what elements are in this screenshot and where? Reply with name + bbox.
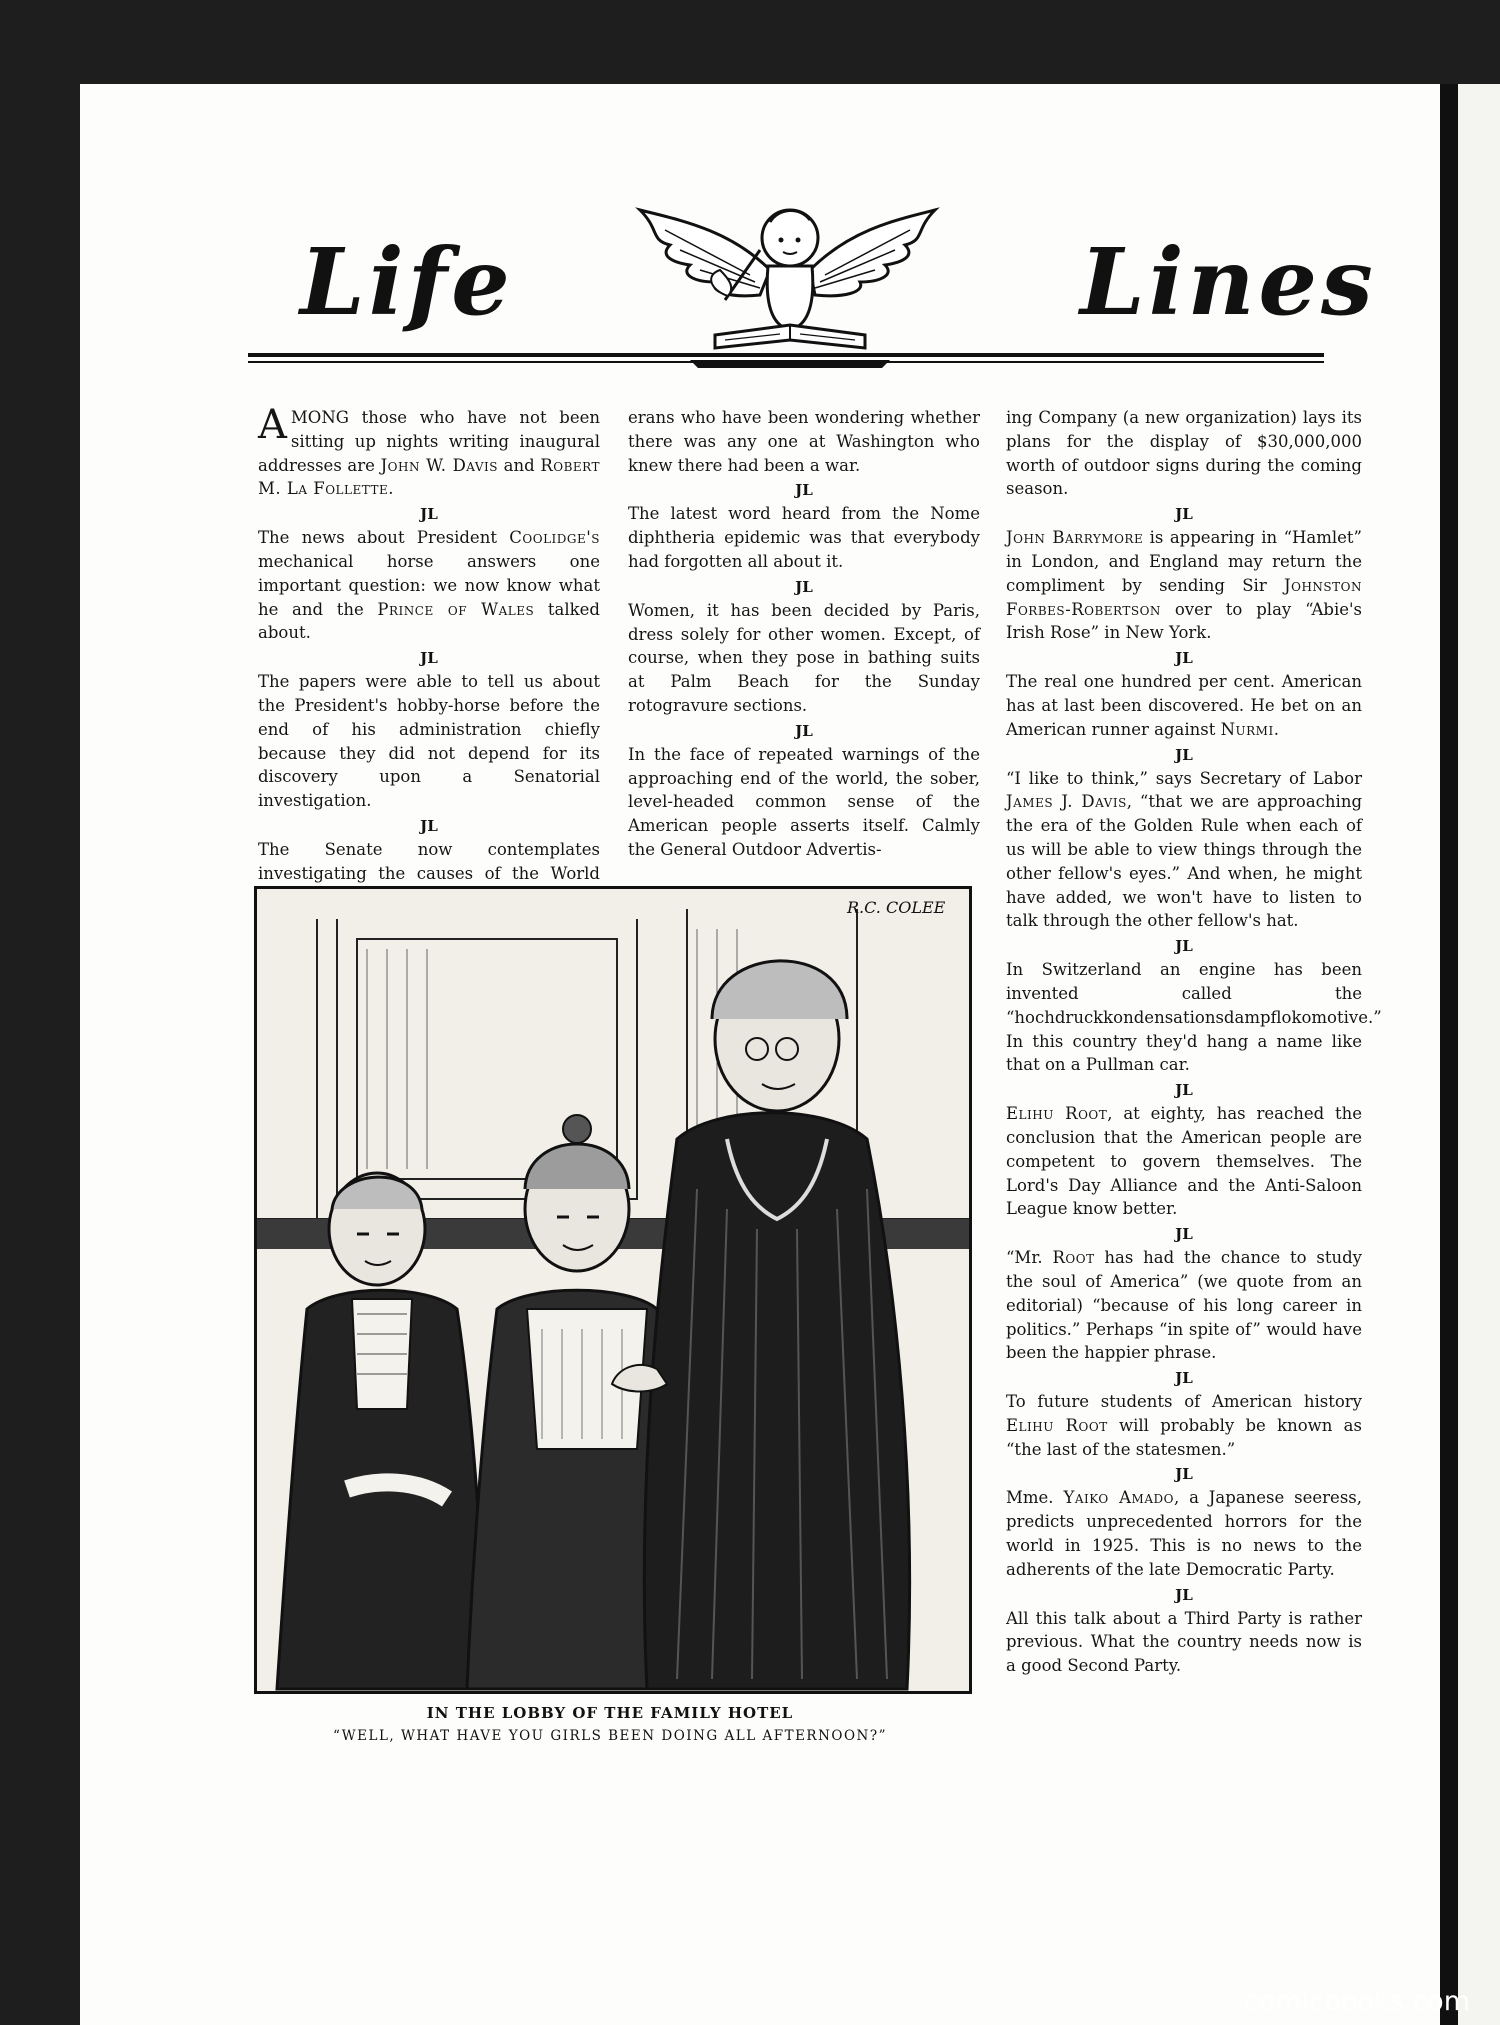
text-run: , a Japanese seeress, predicts unprecedented horrors for the world in 1925. This is no news to the adherents of the late Democratic Party. [1006,1488,1363,1579]
article-paragraph [258,670,600,813]
text-run: “Mr. [1006,1248,1053,1268]
article-paragraph [1006,1390,1362,1461]
text-run: has had the chance to study the soul of America” (we quote from an editorial) “because of his long career in politics.” Perhaps “in spite of” would have been the happier phrase. [1006,1248,1362,1363]
text-run: will probably be known as “the last of the statesmen.” [1006,1415,1362,1459]
page-gutter [1440,84,1458,2025]
text-run: All this talk about a Third Party is rather previous. What the country needs now is a good Second Party. [1006,1608,1362,1676]
text-run: mechanical horse answers one important question: we now know what he and the [258,551,600,619]
text-run: The latest word heard from the Nome diphtheria epidemic was that everybody had forgotten all about it. [628,504,980,571]
text-run: In Switzerland an engine has been invented called the “hochdruckkondensationsdampflokomotive.” In this country they'd hang a name like that on a Pullman car. [1006,960,1382,1075]
article-paragraph [628,502,980,573]
paragraph-separator-ornament: JL [1175,649,1193,668]
article-paragraph [1006,526,1362,645]
name-small-caps: John W. Davis [380,455,499,475]
article-paragraph [1006,767,1362,934]
text-column-2 [628,406,980,862]
article-paragraph [628,743,980,862]
text-run: The news about President [258,528,510,548]
article-paragraph [1006,670,1362,741]
article-paragraph [1006,1102,1362,1221]
paragraph-separator-ornament: JL [1175,505,1193,524]
drop-cap: A [258,402,287,448]
name-small-caps: James J. Davis [1006,792,1127,812]
paragraph-separator-ornament: JL [1175,1369,1193,1388]
paragraph-separator-ornament: JL [420,649,438,668]
text-column-3 [1006,406,1382,1678]
article-paragraph [258,402,600,501]
paragraph-separator-ornament: JL [420,505,438,524]
name-small-caps: Elihu Root [1006,1415,1108,1435]
text-run: over to play “Abie's Irish Rose” in New York. [1006,599,1362,643]
masthead-rule-thin [248,361,1324,363]
text-run: The papers were able to tell us about the President's hobby-horse before the end of his administration chiefly because they did not depend for its discovery upon a Senatorial investigation. [258,672,600,811]
name-small-caps: Prince of Wales [377,599,535,619]
article-paragraph [1006,1246,1362,1365]
article-paragraph [1006,1486,1362,1581]
text-run: talked about. [258,599,600,643]
text-run: is appearing in “Hamlet” in London, and England may return the compliment by sending Sir [1006,528,1362,595]
site-watermark: comicbooks.com [1243,1986,1470,2017]
three-elderly-women-in-hotel-lobby-icon [257,889,969,1691]
masthead-right-word: Lines [1080,228,1377,336]
adjacent-page-edge [1458,84,1500,2025]
name-small-caps: Yaiko Amado [1063,1488,1174,1508]
text-column-1 [258,402,600,933]
name-small-caps: John Barrymore [1006,528,1144,548]
text-run: The real one hundred per cent. American has at last been discovered. He bet on an American runner against [1006,672,1362,739]
cartoon-illustration [254,886,972,1694]
article-paragraph [628,599,980,718]
paragraph-separator-ornament: JL [795,721,813,740]
paragraph-separator-ornament: JL [795,481,813,500]
text-run: Mme. [1006,1488,1064,1508]
article-paragraph [1006,406,1362,501]
article-paragraph [1006,1607,1362,1678]
name-small-caps: Robert M. La Follette [258,455,600,499]
text-run: To future students of American history [1006,1392,1362,1412]
text-run: In the face of repeated warnings of the approaching end of the world, the sober, level-headed common sense of the American people asserts itself. Calmly the General Outdoor Advertis- [628,744,980,859]
text-run: MONG those who have not been sitting up nights writing inaugural addresses are [258,408,600,475]
name-small-caps: Coolidge's [509,528,600,548]
masthead-left-word: Life [300,228,514,336]
paragraph-separator-ornament: JL [1175,1225,1193,1244]
text-run: . [388,479,394,499]
paragraph-separator-ornament: JL [795,577,813,596]
text-run: , at eighty, has reached the conclusion that the American people are competent to govern themselves. The Lord's Day Alliance and the Anti-Saloon League know better. [1006,1104,1362,1219]
cartoon-caption-quote: “WELL, WHAT HAVE YOU GIRLS BEEN DOING ALL AFTERNOON?” [332,1728,887,1744]
name-small-caps: Johnston Forbes-Robertson [1006,575,1362,619]
text-run: , “that we are approaching the era of the Golden Rule when each of us will be able to view things through the other fellow's eyes.” And when, he might have added, we won't have to listen to talk through the other fellow's hat. [1006,792,1363,931]
paragraph-separator-ornament: JL [420,816,438,835]
paragraph-separator-ornament: JL [1175,1465,1193,1484]
text-run: erans who have been wondering whether there was any one at Washington who knew there had been a war. [628,408,980,475]
paragraph-separator-ornament: JL [1175,745,1193,764]
name-small-caps: Nurmi [1220,719,1274,739]
text-run: and [498,455,541,475]
article-paragraph [628,406,980,477]
text-run: The Senate now contemplates investigating the causes of the World [258,839,600,883]
text-run: “I like to think,” says Secretary of Labor [1006,768,1362,788]
name-small-caps: Root [1052,1248,1095,1268]
paragraph-separator-ornament: JL [1175,937,1193,956]
paragraph-separator-ornament: JL [1175,1585,1193,1604]
name-small-caps: Elihu Root [1006,1104,1108,1124]
text-run: ing Company (a new organization) lays its plans for the display of $30,000,000 worth of outdoor signs during the coming season. [1006,408,1362,499]
text-run: Women, it has been decided by Paris, dress solely for other women. Except, of course, when they pose in bathing suits at Palm Beach for the Sunday rotogravure sections. [628,600,980,715]
cherub-with-quill-and-book-icon [620,190,950,370]
cartoon-caption-title: IN THE LOBBY OF THE FAMILY HOTEL [426,1704,794,1722]
text-run: . [1273,719,1279,739]
artist-signature: R.C. COLEE [847,898,946,917]
masthead-rule [248,353,1324,357]
paragraph-separator-ornament: JL [1175,1081,1193,1100]
article-paragraph [258,526,600,645]
article-paragraph [1006,958,1382,1077]
